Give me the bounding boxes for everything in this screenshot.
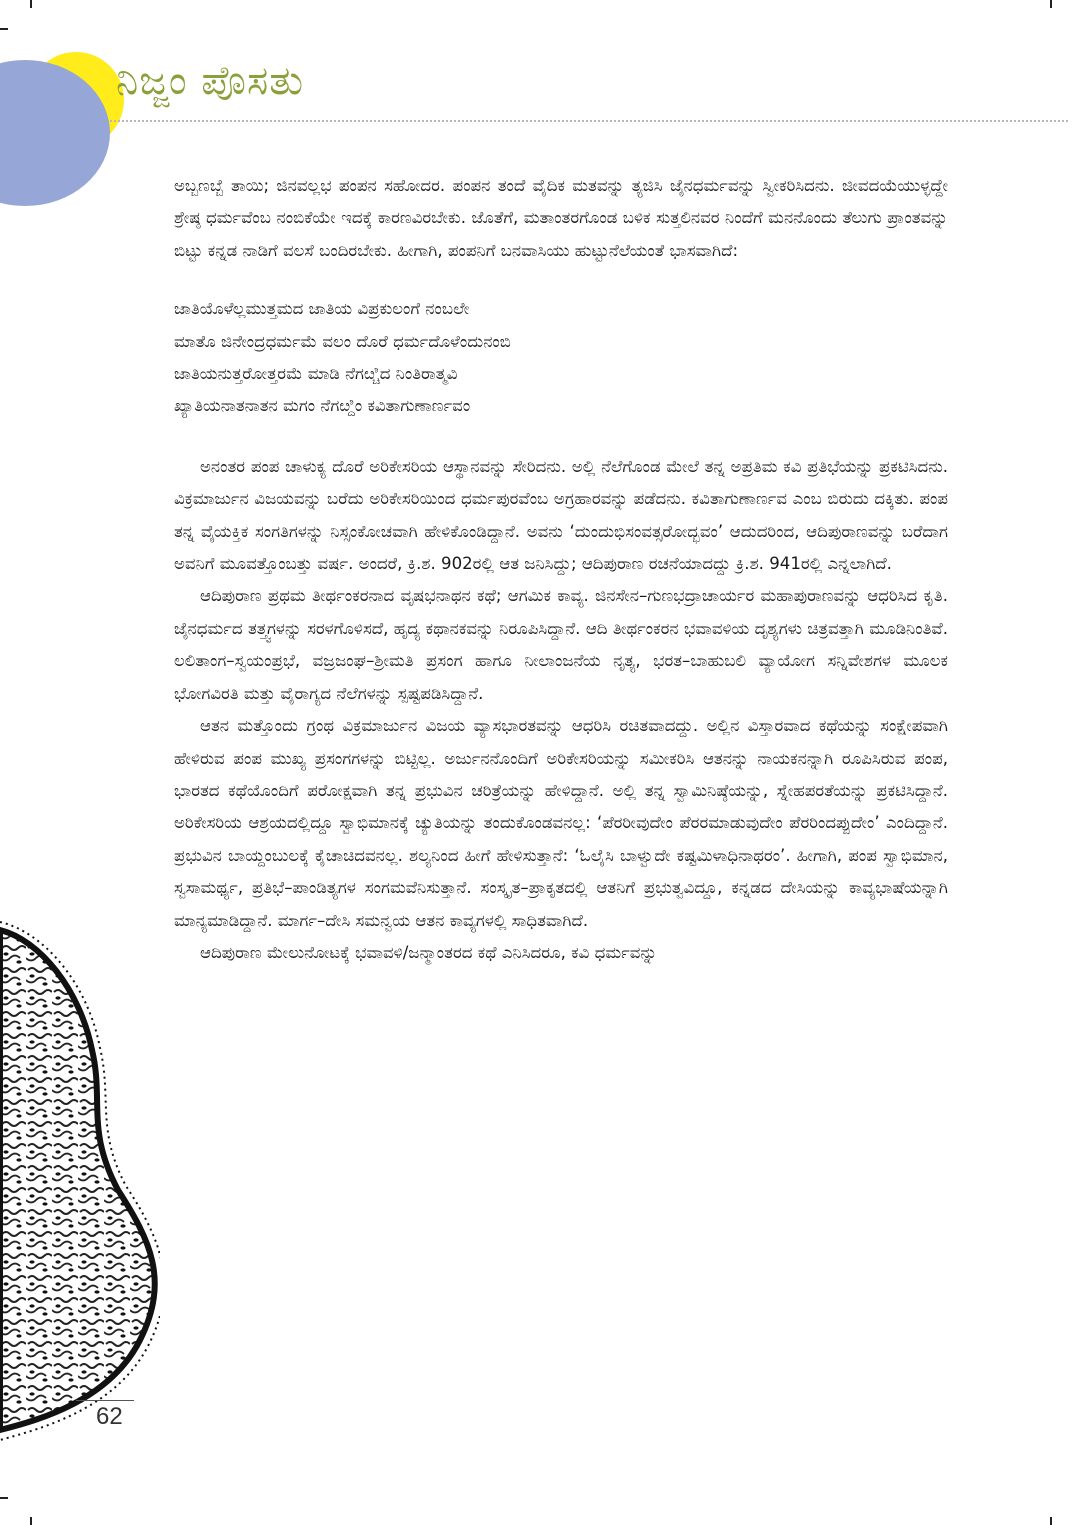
verse-line: ಜಾತಿಯೊಳೆಲ್ಲಮುತ್ತಮದ ಜಾತಿಯ ವಿಪ್ರಕುಲಂಗೆ ನಂಬಲೇ — [174, 299, 470, 319]
header-dotted-rule — [110, 120, 1068, 122]
paragraph: ಆದಿಪುರಾಣ ಮೇಲುನೋಟಕ್ಕೆ ಭವಾವಳಿ/ಜನ್ಮಾಂತರದ ಕಥೆ ಎನಿಸಿದರೂ, ಕವಿ ಧರ್ಮವನ್ನು — [200, 942, 658, 962]
crop-mark — [1050, 1517, 1052, 1525]
page-title: ನಿಜ್ಜಂ ಪೊಸತು — [116, 58, 305, 104]
page-number: 62 — [96, 1403, 123, 1430]
verse-line: ಖ್ಯಾತಿಯನಾತನಾತನ ಮಗಂ ನೆಗೞ್ದಿಂ ಕವಿತಾಗುಣಾರ್ಣವಂ — [174, 396, 471, 416]
page-number-rule — [76, 1400, 134, 1401]
crop-mark — [30, 1517, 32, 1525]
crop-mark — [0, 28, 8, 30]
paragraph: ಅಬ್ಬಣಬ್ಬೆ ತಾಯಿ; ಜಿನವಲ್ಲಭ ಪಂಪನ ಸಹೋದರ. ಪಂಪನ ತಂದೆ ವೈದಿಕ ಮತವನ್ನು ತ್ಯಜಿಸಿ ಜೈನಧರ್ಮವನ್ನು ಸ್ವೀಕರಿಸಿದನು. ಜೀವದಯೆಯುಳ್ಳದ್ದೇ ಶ್ರೇಷ್ಠ ಧರ್ಮವೆಂಬ ನಂಬಿಕೆಯೇ ಇದಕ್ಕೆ ಕಾರಣವಿರಬೇಕು. ಜೊತೆಗೆ, ಮತಾಂತರಗೊಂಡ ಬಳಿಕ ಸುತ್ತಲಿನವರ ನಿಂದೆಗೆ ಮನನೊಂದು ತೆಲುಗು ಪ್ರಾಂತವನ್ನು ಬಿಟ್ಟು ಕನ್ನಡ ನಾಡಿಗೆ ವಲಸೆ ಬಂದಿರಬೇಕು. ಹೀಗಾಗಿ, ಪಂಪನಿಗೆ ಬನವಾಸಿಯು ಹುಟ್ಟುನೆಲೆಯಂತೆ ಭಾಸವಾಗಿದೆ: — [174, 176, 948, 260]
paragraph: ಅನಂತರ ಪಂಪ ಚಾಳುಕ್ಯ ದೊರೆ ಅರಿಕೇಸರಿಯ ಆಸ್ಥಾನವನ್ನು ಸೇರಿದನು. ಅಲ್ಲಿ ನೆಲೆಗೊಂಡ ಮೇಲೆ ತನ್ನ ಅಪ್ರತಿಮ ಕವಿ ಪ್ರತಿಭೆಯನ್ನು ಪ್ರಕಟಿಸಿದನು. ವಿಕ್ರಮಾರ್ಜುನ ವಿಜಯವನ್ನು ಬರೆದು ಅರಿಕೇಸರಿಯಿಂದ ಧರ್ಮಪುರವೆಂಬ ಅಗ್ರಹಾರವನ್ನು ಪಡೆದನು. ಕವಿತಾಗುಣಾರ್ಣವ ಎಂಬ ಬಿರುದು ದಕ್ಕಿತು. ಪಂಪ ತನ್ನ ವೈಯಕ್ತಿಕ ಸಂಗತಿಗಳನ್ನು ನಿಸ್ಸಂಕೋಚವಾಗಿ ಹೇಳಿಕೊಂಡಿದ್ದಾನೆ. ಅವನು ‘ದುಂದುಭಿಸಂವತ್ಸರೋದ್ಭವಂ’ ಆದುದರಿಂದ, ಆದಿಪುರಾಣವನ್ನು ಬರೆದಾಗ ಅವನಿಗೆ ಮೂವತ್ತೊಂಬತ್ತು ವರ್ಷ. ಅಂದರೆ, ಕ್ರಿ.ಶ. 902ರಲ್ಲಿ ಆತ ಜನಿಸಿದ್ದು; ಆದಿಪುರಾಣ ರಚನೆಯಾದದ್ದು ಕ್ರಿ.ಶ. 941ರಲ್ಲಿ ಎನ್ನಲಾಗಿದೆ. — [174, 456, 948, 574]
body-text — [174, 170, 948, 969]
cell-illustration — [0, 900, 160, 1460]
paragraph: ಆದಿಪುರಾಣ ಪ್ರಥಮ ತೀರ್ಥಂಕರನಾದ ವೃಷಭನಾಥನ ಕಥೆ; ಆಗಮಿಕ ಕಾವ್ಯ. ಜಿನಸೇನ–ಗುಣಭದ್ರಾಚಾರ್ಯರ ಮಹಾಪುರಾಣವನ್ನು ಆಧರಿಸಿದ ಕೃತಿ. ಜೈನಧರ್ಮದ ತತ್ತ್ವಗಳನ್ನು ಸರಳಗೊಳಿಸದೆ, ಹೃದ್ಯ ಕಥಾನಕವನ್ನು ನಿರೂಪಿಸಿದ್ದಾನೆ. ಆದಿ ತೀರ್ಥಂಕರನ ಭವಾವಳಿಯ ದೃಶ್ಯಗಳು ಚಿತ್ರವತ್ತಾಗಿ ಮೂಡಿನಿಂತಿವೆ. ಲಲಿತಾಂಗ–ಸ್ವಯಂಪ್ರಭೆ, ವಜ್ರಜಂಘ–ಶ್ರೀಮತಿ ಪ್ರಸಂಗ ಹಾಗೂ ನೀಲಾಂಜನೆಯ ನೃತ್ಯ, ಭರತ–ಬಾಹುಬಲಿ ವ್ಯಾಯೋಗ ಸನ್ನಿವೇಶಗಳ ಮೂಲಕ ಭೋಗವಿರತಿ ಮತ್ತು ವೈರಾಗ್ಯದ ನೆಲೆಗಳನ್ನು ಸ್ಪಷ್ಟಪಡಿಸಿದ್ದಾನೆ. — [174, 586, 948, 703]
verse-line: ಮಾತೊ ಜಿನೇಂದ್ರಧರ್ಮಮೆ ವಲಂ ದೊರೆ ಧರ್ಮದೊಳೆಂದುನಂಬಿ — [174, 331, 511, 351]
crop-mark — [30, 0, 32, 8]
paragraph: ಆತನ ಮತ್ತೊಂದು ಗ್ರಂಥ ವಿಕ್ರಮಾರ್ಜುನ ವಿಜಯ ವ್ಯಾಸಭಾರತವನ್ನು ಆಧರಿಸಿ ರಚಿತವಾದದ್ದು. ಅಲ್ಲಿನ ವಿಸ್ತಾರವಾದ ಕಥೆಯನ್ನು ಸಂಕ್ಷೇಪವಾಗಿ ಹೇಳಿರುವ ಪಂಪ ಮುಖ್ಯ ಪ್ರಸಂಗಗಳನ್ನು ಬಿಟ್ಟಿಲ್ಲ. ಅರ್ಜುನನೊಂದಿಗೆ ಅರಿಕೇಸರಿಯನ್ನು ಸಮೀಕರಿಸಿ ಆತನನ್ನು ನಾಯಕನನ್ನಾಗಿ ರೂಪಿಸಿರುವ ಪಂಪ, ಭಾರತದ ಕಥೆಯೊಂದಿಗೆ ಪರೋಕ್ಷವಾಗಿ ತನ್ನ ಪ್ರಭುವಿನ ಚರಿತ್ರೆಯನ್ನು ಹೇಳಿದ್ದಾನೆ. ಅಲ್ಲಿ ತನ್ನ ಸ್ವಾಮಿನಿಷ್ಠೆಯನ್ನು, ಸ್ನೇಹಪರತೆಯನ್ನು ಪ್ರಕಟಿಸಿದ್ದಾನೆ. ಅರಿಕೇಸರಿಯ ಆಶ್ರಯದಲ್ಲಿದ್ದೂ ಸ್ವಾಭಿಮಾನಕ್ಕೆ ಚ್ಯುತಿಯನ್ನು ತಂದುಕೊಂಡವನಲ್ಲ: ‘ಪೆರರೀವುದೇಂ ಪೆರರಮಾಡುವುದೇಂ ಪೆರರಿಂದಪ್ಪುದೇಂ’ ಎಂದಿದ್ದಾನೆ. ಪ್ರಭುವಿನ ಬಾಯ್ದಂಬುಲಕ್ಕೆ ಕೈಚಾಚಿದವನಲ್ಲ. ಶಲ್ಯನಿಂದ ಹೀಗೆ ಹೇಳಿಸುತ್ತಾನೆ: ‘ಓಲೈಸಿ ಬಾಳ್ವುದೇ ಕಷ್ಟಮಿಳಾಧಿನಾಥರಂ’. ಹೀಗಾಗಿ, ಪಂಪ ಸ್ವಾಭಿಮಾನ, ಸ್ವಸಾಮರ್ಥ್ಯ, ಪ್ರತಿಭೆ–ಪಾಂಡಿತ್ಯಗಳ ಸಂಗಮವೆನಿಸುತ್ತಾನೆ. ಸಂಸ್ಕೃತ–ಪ್ರಾಕೃತದಲ್ಲಿ ಆತನಿಗೆ ಪ್ರಭುತ್ವವಿದ್ದೂ, ಕನ್ನಡದ ದೇಸಿಯನ್ನು ಕಾವ್ಯಭಾಷೆಯನ್ನಾಗಿ ಮಾನ್ಯಮಾಡಿದ್ದಾನೆ. ಮಾರ್ಗ–ದೇಸಿ ಸಮನ್ವಯ ಆತನ ಕಾವ್ಯಗಳಲ್ಲಿ ಸಾಧಿತವಾಗಿದೆ. — [174, 716, 948, 930]
verse-line: ಜಾತಿಯನುತ್ತರೋತ್ತರಮೆ ಮಾಡಿ ನೆಗೞ್ಚಿದ ನಿಂತಿರಾತ್ಮವಿ — [174, 364, 458, 384]
verse-block — [174, 293, 948, 423]
crop-mark — [1050, 0, 1052, 8]
crop-mark — [0, 1497, 8, 1499]
